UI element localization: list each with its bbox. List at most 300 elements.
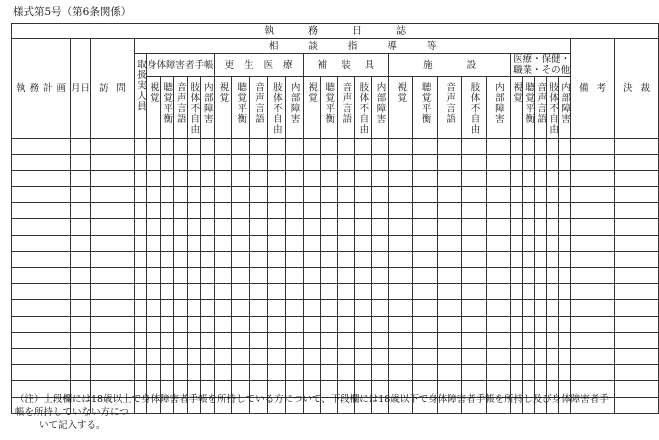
entry-cell[interactable] bbox=[413, 235, 437, 251]
entry-cell[interactable] bbox=[462, 187, 486, 203]
entry-cell[interactable] bbox=[523, 219, 535, 235]
entry-cell[interactable] bbox=[389, 268, 413, 284]
entry-cell[interactable] bbox=[285, 219, 303, 235]
entry-cell[interactable] bbox=[303, 138, 320, 154]
entry-cell[interactable] bbox=[389, 154, 413, 170]
entry-cell[interactable] bbox=[320, 332, 337, 348]
entry-cell[interactable] bbox=[71, 348, 91, 364]
entry-cell[interactable] bbox=[462, 332, 486, 348]
entry-cell[interactable] bbox=[135, 187, 147, 203]
entry-cell[interactable] bbox=[174, 170, 188, 186]
entry-cell[interactable] bbox=[174, 138, 188, 154]
entry-cell[interactable] bbox=[535, 219, 547, 235]
entry-cell[interactable] bbox=[12, 316, 71, 332]
entry-cell[interactable] bbox=[389, 219, 413, 235]
entry-cell[interactable] bbox=[389, 365, 413, 381]
entry-cell[interactable] bbox=[437, 268, 461, 284]
entry-cell[interactable] bbox=[571, 170, 615, 186]
entry-cell[interactable] bbox=[303, 235, 320, 251]
entry-cell[interactable] bbox=[320, 203, 337, 219]
entry-cell[interactable] bbox=[174, 251, 188, 267]
entry-cell[interactable] bbox=[389, 203, 413, 219]
entry-cell[interactable] bbox=[354, 219, 371, 235]
entry-cell[interactable] bbox=[135, 138, 147, 154]
entry-cell[interactable] bbox=[232, 332, 250, 348]
entry-cell[interactable] bbox=[214, 365, 232, 381]
entry-cell[interactable] bbox=[615, 397, 659, 413]
entry-cell[interactable] bbox=[160, 235, 174, 251]
entry-cell[interactable] bbox=[91, 138, 135, 154]
entry-cell[interactable] bbox=[267, 348, 285, 364]
entry-cell[interactable] bbox=[285, 365, 303, 381]
entry-cell[interactable] bbox=[250, 332, 268, 348]
entry-cell[interactable] bbox=[559, 203, 571, 219]
entry-cell[interactable] bbox=[187, 203, 201, 219]
entry-cell[interactable] bbox=[71, 300, 91, 316]
entry-cell[interactable] bbox=[511, 203, 523, 219]
entry-cell[interactable] bbox=[267, 268, 285, 284]
entry-cell[interactable] bbox=[285, 251, 303, 267]
entry-cell[interactable] bbox=[389, 300, 413, 316]
entry-cell[interactable] bbox=[337, 268, 354, 284]
entry-cell[interactable] bbox=[250, 154, 268, 170]
entry-cell[interactable] bbox=[413, 219, 437, 235]
entry-cell[interactable] bbox=[71, 268, 91, 284]
entry-cell[interactable] bbox=[250, 203, 268, 219]
entry-cell[interactable] bbox=[232, 187, 250, 203]
entry-cell[interactable] bbox=[267, 203, 285, 219]
entry-cell[interactable] bbox=[337, 154, 354, 170]
entry-cell[interactable] bbox=[135, 365, 147, 381]
entry-cell[interactable] bbox=[250, 187, 268, 203]
entry-cell[interactable] bbox=[135, 284, 147, 300]
entry-cell[interactable] bbox=[486, 365, 510, 381]
entry-cell[interactable] bbox=[354, 316, 371, 332]
entry-cell[interactable] bbox=[462, 170, 486, 186]
entry-cell[interactable] bbox=[320, 219, 337, 235]
entry-cell[interactable] bbox=[547, 316, 559, 332]
entry-cell[interactable] bbox=[437, 316, 461, 332]
entry-cell[interactable] bbox=[486, 219, 510, 235]
entry-cell[interactable] bbox=[354, 365, 371, 381]
entry-cell[interactable] bbox=[187, 170, 201, 186]
entry-cell[interactable] bbox=[91, 348, 135, 364]
entry-cell[interactable] bbox=[320, 170, 337, 186]
entry-cell[interactable] bbox=[187, 365, 201, 381]
entry-cell[interactable] bbox=[12, 284, 71, 300]
entry-cell[interactable] bbox=[615, 219, 659, 235]
entry-cell[interactable] bbox=[389, 235, 413, 251]
entry-cell[interactable] bbox=[91, 235, 135, 251]
entry-cell[interactable] bbox=[201, 365, 215, 381]
entry-cell[interactable] bbox=[511, 154, 523, 170]
entry-cell[interactable] bbox=[160, 284, 174, 300]
entry-cell[interactable] bbox=[160, 154, 174, 170]
entry-cell[interactable] bbox=[371, 316, 388, 332]
entry-cell[interactable] bbox=[535, 138, 547, 154]
entry-cell[interactable] bbox=[559, 138, 571, 154]
entry-cell[interactable] bbox=[91, 187, 135, 203]
entry-cell[interactable] bbox=[267, 332, 285, 348]
entry-cell[interactable] bbox=[201, 203, 215, 219]
entry-cell[interactable] bbox=[615, 300, 659, 316]
entry-cell[interactable] bbox=[147, 268, 161, 284]
entry-cell[interactable] bbox=[571, 219, 615, 235]
entry-cell[interactable] bbox=[511, 187, 523, 203]
entry-cell[interactable] bbox=[201, 251, 215, 267]
entry-cell[interactable] bbox=[147, 316, 161, 332]
entry-cell[interactable] bbox=[371, 154, 388, 170]
entry-cell[interactable] bbox=[371, 170, 388, 186]
entry-cell[interactable] bbox=[91, 251, 135, 267]
entry-cell[interactable] bbox=[462, 365, 486, 381]
entry-cell[interactable] bbox=[303, 316, 320, 332]
entry-cell[interactable] bbox=[389, 332, 413, 348]
entry-cell[interactable] bbox=[437, 138, 461, 154]
entry-cell[interactable] bbox=[285, 235, 303, 251]
entry-cell[interactable] bbox=[267, 235, 285, 251]
entry-cell[interactable] bbox=[303, 332, 320, 348]
entry-cell[interactable] bbox=[413, 203, 437, 219]
entry-cell[interactable] bbox=[486, 284, 510, 300]
entry-cell[interactable] bbox=[437, 251, 461, 267]
entry-cell[interactable] bbox=[174, 284, 188, 300]
entry-cell[interactable] bbox=[511, 332, 523, 348]
entry-cell[interactable] bbox=[511, 251, 523, 267]
entry-cell[interactable] bbox=[187, 235, 201, 251]
entry-cell[interactable] bbox=[547, 154, 559, 170]
entry-cell[interactable] bbox=[559, 332, 571, 348]
entry-cell[interactable] bbox=[371, 300, 388, 316]
entry-cell[interactable] bbox=[354, 154, 371, 170]
entry-cell[interactable] bbox=[201, 219, 215, 235]
entry-cell[interactable] bbox=[511, 365, 523, 381]
entry-cell[interactable] bbox=[511, 348, 523, 364]
entry-cell[interactable] bbox=[12, 235, 71, 251]
entry-cell[interactable] bbox=[91, 332, 135, 348]
entry-cell[interactable] bbox=[147, 203, 161, 219]
entry-cell[interactable] bbox=[413, 332, 437, 348]
entry-cell[interactable] bbox=[267, 138, 285, 154]
entry-cell[interactable] bbox=[160, 365, 174, 381]
entry-cell[interactable] bbox=[187, 332, 201, 348]
entry-cell[interactable] bbox=[71, 187, 91, 203]
entry-cell[interactable] bbox=[535, 365, 547, 381]
entry-cell[interactable] bbox=[174, 268, 188, 284]
entry-cell[interactable] bbox=[615, 187, 659, 203]
entry-cell[interactable] bbox=[320, 187, 337, 203]
entry-cell[interactable] bbox=[71, 138, 91, 154]
entry-cell[interactable] bbox=[337, 187, 354, 203]
entry-cell[interactable] bbox=[267, 170, 285, 186]
entry-cell[interactable] bbox=[547, 170, 559, 186]
entry-cell[interactable] bbox=[232, 138, 250, 154]
entry-cell[interactable] bbox=[547, 332, 559, 348]
entry-cell[interactable] bbox=[232, 235, 250, 251]
entry-cell[interactable] bbox=[462, 251, 486, 267]
entry-cell[interactable] bbox=[285, 170, 303, 186]
entry-cell[interactable] bbox=[267, 284, 285, 300]
entry-cell[interactable] bbox=[320, 365, 337, 381]
entry-cell[interactable] bbox=[337, 300, 354, 316]
entry-cell[interactable] bbox=[267, 187, 285, 203]
entry-cell[interactable] bbox=[135, 251, 147, 267]
entry-cell[interactable] bbox=[267, 316, 285, 332]
entry-cell[interactable] bbox=[547, 268, 559, 284]
entry-cell[interactable] bbox=[371, 268, 388, 284]
entry-cell[interactable] bbox=[135, 348, 147, 364]
entry-cell[interactable] bbox=[303, 203, 320, 219]
entry-cell[interactable] bbox=[437, 300, 461, 316]
entry-cell[interactable] bbox=[160, 187, 174, 203]
entry-cell[interactable] bbox=[535, 170, 547, 186]
entry-cell[interactable] bbox=[354, 284, 371, 300]
entry-cell[interactable] bbox=[187, 268, 201, 284]
entry-cell[interactable] bbox=[174, 300, 188, 316]
entry-cell[interactable] bbox=[160, 203, 174, 219]
entry-cell[interactable] bbox=[285, 138, 303, 154]
entry-cell[interactable] bbox=[559, 316, 571, 332]
entry-cell[interactable] bbox=[615, 170, 659, 186]
entry-cell[interactable] bbox=[201, 235, 215, 251]
entry-cell[interactable] bbox=[571, 268, 615, 284]
entry-cell[interactable] bbox=[371, 235, 388, 251]
entry-cell[interactable] bbox=[337, 235, 354, 251]
entry-cell[interactable] bbox=[337, 203, 354, 219]
entry-cell[interactable] bbox=[535, 187, 547, 203]
entry-cell[interactable] bbox=[232, 219, 250, 235]
entry-cell[interactable] bbox=[71, 284, 91, 300]
entry-cell[interactable] bbox=[267, 300, 285, 316]
entry-cell[interactable] bbox=[214, 154, 232, 170]
entry-cell[interactable] bbox=[303, 348, 320, 364]
entry-cell[interactable] bbox=[201, 284, 215, 300]
entry-cell[interactable] bbox=[413, 348, 437, 364]
entry-cell[interactable] bbox=[187, 348, 201, 364]
entry-cell[interactable] bbox=[535, 300, 547, 316]
entry-cell[interactable] bbox=[201, 348, 215, 364]
entry-cell[interactable] bbox=[571, 235, 615, 251]
entry-cell[interactable] bbox=[571, 316, 615, 332]
entry-cell[interactable] bbox=[523, 365, 535, 381]
entry-cell[interactable] bbox=[147, 365, 161, 381]
entry-cell[interactable] bbox=[71, 332, 91, 348]
entry-cell[interactable] bbox=[160, 300, 174, 316]
entry-cell[interactable] bbox=[174, 154, 188, 170]
entry-cell[interactable] bbox=[303, 268, 320, 284]
entry-cell[interactable] bbox=[214, 284, 232, 300]
entry-cell[interactable] bbox=[91, 203, 135, 219]
entry-cell[interactable] bbox=[559, 154, 571, 170]
entry-cell[interactable] bbox=[615, 235, 659, 251]
entry-cell[interactable] bbox=[214, 300, 232, 316]
entry-cell[interactable] bbox=[337, 170, 354, 186]
entry-cell[interactable] bbox=[285, 300, 303, 316]
entry-cell[interactable] bbox=[320, 235, 337, 251]
entry-cell[interactable] bbox=[250, 365, 268, 381]
entry-cell[interactable] bbox=[214, 187, 232, 203]
entry-cell[interactable] bbox=[615, 154, 659, 170]
entry-cell[interactable] bbox=[486, 300, 510, 316]
entry-cell[interactable] bbox=[147, 170, 161, 186]
entry-cell[interactable] bbox=[511, 284, 523, 300]
entry-cell[interactable] bbox=[547, 138, 559, 154]
entry-cell[interactable] bbox=[320, 348, 337, 364]
entry-cell[interactable] bbox=[71, 365, 91, 381]
entry-cell[interactable] bbox=[511, 170, 523, 186]
entry-cell[interactable] bbox=[12, 365, 71, 381]
entry-cell[interactable] bbox=[389, 170, 413, 186]
entry-cell[interactable] bbox=[559, 365, 571, 381]
entry-cell[interactable] bbox=[232, 268, 250, 284]
entry-cell[interactable] bbox=[571, 187, 615, 203]
entry-cell[interactable] bbox=[547, 235, 559, 251]
entry-cell[interactable] bbox=[147, 219, 161, 235]
entry-cell[interactable] bbox=[250, 268, 268, 284]
entry-cell[interactable] bbox=[615, 284, 659, 300]
entry-cell[interactable] bbox=[523, 138, 535, 154]
entry-cell[interactable] bbox=[437, 170, 461, 186]
entry-cell[interactable] bbox=[437, 187, 461, 203]
entry-cell[interactable] bbox=[571, 365, 615, 381]
entry-cell[interactable] bbox=[523, 332, 535, 348]
entry-cell[interactable] bbox=[437, 219, 461, 235]
entry-cell[interactable] bbox=[267, 219, 285, 235]
entry-cell[interactable] bbox=[250, 235, 268, 251]
entry-cell[interactable] bbox=[615, 381, 659, 397]
entry-cell[interactable] bbox=[214, 170, 232, 186]
entry-cell[interactable] bbox=[147, 300, 161, 316]
entry-cell[interactable] bbox=[214, 203, 232, 219]
entry-cell[interactable] bbox=[250, 170, 268, 186]
entry-cell[interactable] bbox=[147, 251, 161, 267]
entry-cell[interactable] bbox=[12, 332, 71, 348]
entry-cell[interactable] bbox=[462, 138, 486, 154]
entry-cell[interactable] bbox=[201, 268, 215, 284]
entry-cell[interactable] bbox=[160, 251, 174, 267]
entry-cell[interactable] bbox=[147, 348, 161, 364]
entry-cell[interactable] bbox=[371, 365, 388, 381]
entry-cell[interactable] bbox=[135, 316, 147, 332]
entry-cell[interactable] bbox=[535, 348, 547, 364]
entry-cell[interactable] bbox=[389, 284, 413, 300]
entry-cell[interactable] bbox=[535, 316, 547, 332]
entry-cell[interactable] bbox=[71, 154, 91, 170]
entry-cell[interactable] bbox=[371, 348, 388, 364]
entry-cell[interactable] bbox=[303, 187, 320, 203]
entry-cell[interactable] bbox=[413, 187, 437, 203]
entry-cell[interactable] bbox=[571, 332, 615, 348]
entry-cell[interactable] bbox=[371, 332, 388, 348]
entry-cell[interactable] bbox=[511, 235, 523, 251]
entry-cell[interactable] bbox=[12, 348, 71, 364]
entry-cell[interactable] bbox=[285, 187, 303, 203]
entry-cell[interactable] bbox=[160, 348, 174, 364]
entry-cell[interactable] bbox=[547, 251, 559, 267]
entry-cell[interactable] bbox=[547, 187, 559, 203]
entry-cell[interactable] bbox=[187, 300, 201, 316]
entry-cell[interactable] bbox=[486, 138, 510, 154]
entry-cell[interactable] bbox=[214, 332, 232, 348]
entry-cell[interactable] bbox=[615, 332, 659, 348]
entry-cell[interactable] bbox=[187, 154, 201, 170]
entry-cell[interactable] bbox=[437, 348, 461, 364]
entry-cell[interactable] bbox=[486, 332, 510, 348]
entry-cell[interactable] bbox=[615, 348, 659, 364]
entry-cell[interactable] bbox=[147, 138, 161, 154]
entry-cell[interactable] bbox=[413, 316, 437, 332]
entry-cell[interactable] bbox=[135, 300, 147, 316]
entry-cell[interactable] bbox=[135, 170, 147, 186]
entry-cell[interactable] bbox=[71, 235, 91, 251]
entry-cell[interactable] bbox=[232, 154, 250, 170]
entry-cell[interactable] bbox=[571, 203, 615, 219]
entry-cell[interactable] bbox=[320, 316, 337, 332]
entry-cell[interactable] bbox=[523, 284, 535, 300]
entry-cell[interactable] bbox=[160, 268, 174, 284]
entry-cell[interactable] bbox=[91, 316, 135, 332]
entry-cell[interactable] bbox=[201, 187, 215, 203]
entry-cell[interactable] bbox=[337, 284, 354, 300]
entry-cell[interactable] bbox=[267, 365, 285, 381]
entry-cell[interactable] bbox=[371, 203, 388, 219]
entry-cell[interactable] bbox=[303, 154, 320, 170]
entry-cell[interactable] bbox=[160, 219, 174, 235]
entry-cell[interactable] bbox=[523, 300, 535, 316]
entry-cell[interactable] bbox=[135, 154, 147, 170]
entry-cell[interactable] bbox=[547, 203, 559, 219]
entry-cell[interactable] bbox=[547, 219, 559, 235]
entry-cell[interactable] bbox=[174, 203, 188, 219]
entry-cell[interactable] bbox=[214, 138, 232, 154]
entry-cell[interactable] bbox=[12, 154, 71, 170]
entry-cell[interactable] bbox=[250, 300, 268, 316]
entry-cell[interactable] bbox=[187, 219, 201, 235]
entry-cell[interactable] bbox=[437, 332, 461, 348]
entry-cell[interactable] bbox=[571, 300, 615, 316]
entry-cell[interactable] bbox=[285, 316, 303, 332]
entry-cell[interactable] bbox=[462, 348, 486, 364]
entry-cell[interactable] bbox=[615, 251, 659, 267]
entry-cell[interactable] bbox=[135, 268, 147, 284]
entry-cell[interactable] bbox=[201, 154, 215, 170]
entry-cell[interactable] bbox=[303, 219, 320, 235]
entry-cell[interactable] bbox=[214, 316, 232, 332]
entry-cell[interactable] bbox=[354, 332, 371, 348]
entry-cell[interactable] bbox=[413, 365, 437, 381]
entry-cell[interactable] bbox=[250, 138, 268, 154]
entry-cell[interactable] bbox=[523, 268, 535, 284]
entry-cell[interactable] bbox=[135, 235, 147, 251]
entry-cell[interactable] bbox=[147, 284, 161, 300]
entry-cell[interactable] bbox=[71, 316, 91, 332]
entry-cell[interactable] bbox=[232, 365, 250, 381]
entry-cell[interactable] bbox=[371, 138, 388, 154]
entry-cell[interactable] bbox=[389, 251, 413, 267]
entry-cell[interactable] bbox=[147, 187, 161, 203]
entry-cell[interactable] bbox=[91, 284, 135, 300]
entry-cell[interactable] bbox=[413, 284, 437, 300]
entry-cell[interactable] bbox=[615, 365, 659, 381]
entry-cell[interactable] bbox=[413, 154, 437, 170]
entry-cell[interactable] bbox=[486, 348, 510, 364]
entry-cell[interactable] bbox=[535, 203, 547, 219]
entry-cell[interactable] bbox=[71, 170, 91, 186]
entry-cell[interactable] bbox=[303, 365, 320, 381]
entry-cell[interactable] bbox=[547, 284, 559, 300]
entry-cell[interactable] bbox=[523, 203, 535, 219]
entry-cell[interactable] bbox=[523, 235, 535, 251]
